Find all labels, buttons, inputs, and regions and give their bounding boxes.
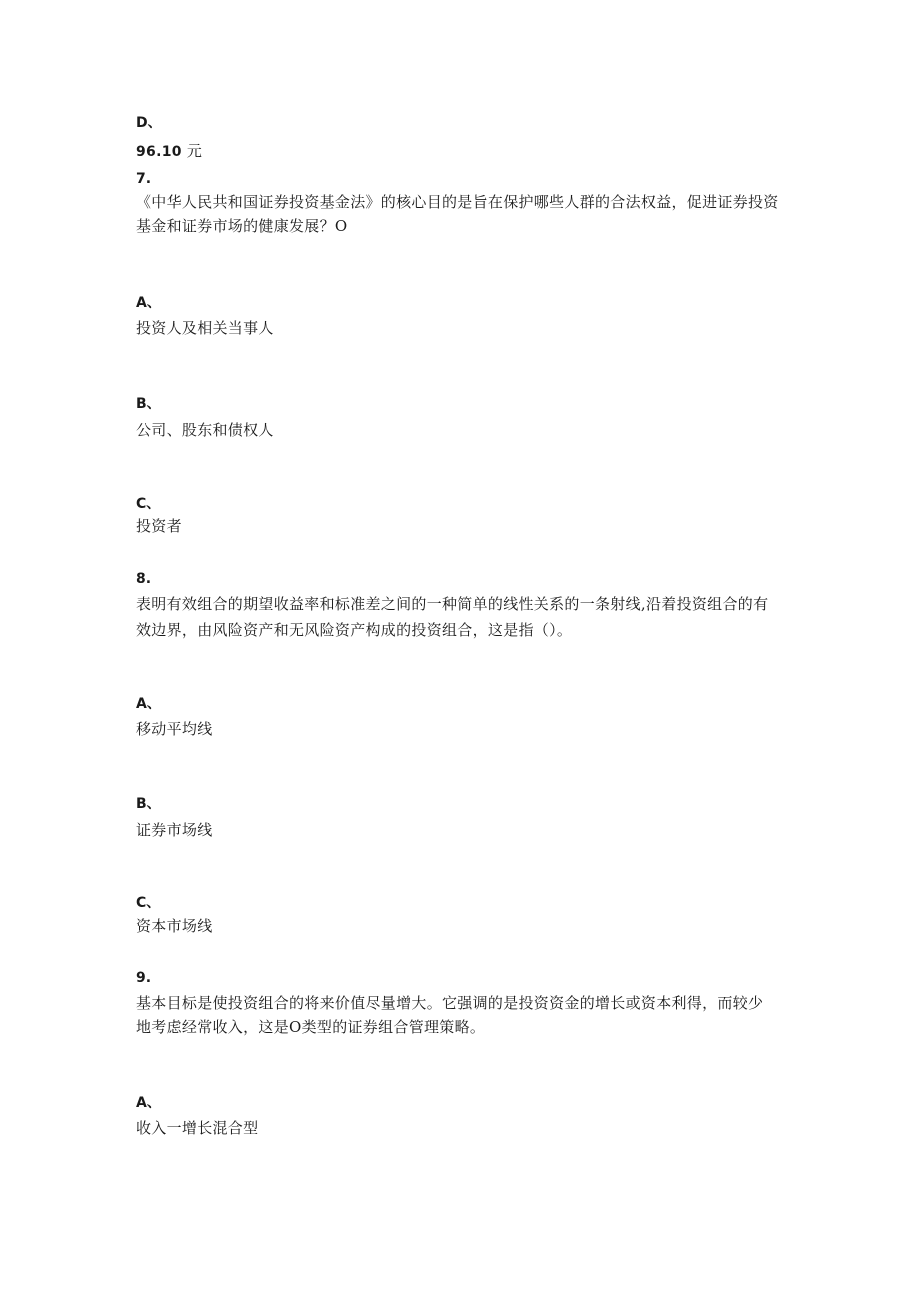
- q6-option-d-label: D、: [136, 115, 162, 131]
- q7-stem-line1: 《中华人民共和国证券投资基金法》的核心目的是旨在保护哪些人群的合法权益，促进证券投资: [136, 193, 779, 211]
- q7-option-a-label: A、: [136, 295, 161, 311]
- q7-option-b-label: B、: [136, 396, 161, 412]
- q7-option-b-text: 公司、股东和债权人: [136, 421, 274, 439]
- q8-number: 8.: [136, 571, 152, 587]
- q8-option-c-label: C、: [136, 895, 161, 911]
- q8-option-a-label: A、: [136, 696, 161, 712]
- q9-option-a-text: 收入一增长混合型: [136, 1119, 259, 1137]
- q6-option-d-value: 96.10: [136, 144, 182, 160]
- q8-stem-line1: 表明有效组合的期望收益率和标准差之间的一种简单的线性关系的一条射线,沿着投资组合的有: [136, 595, 769, 613]
- q9-number: 9.: [136, 970, 152, 986]
- q6-option-d-unit: 元: [186, 142, 203, 160]
- q7-option-c-text: 投资者: [136, 517, 182, 535]
- q7-stem-line2: 基金和证券市场的健康发展？O: [136, 217, 348, 235]
- q7-option-c-label: C、: [136, 496, 161, 512]
- q9-stem-line1: 基本目标是使投资组合的将来价值尽量增大。它强调的是投资资金的增长或资本利得，而较少: [136, 994, 764, 1012]
- q8-option-b-text: 证券市场线: [136, 821, 213, 839]
- q9-stem-line2: 地考虑经常收入，这是O类型的证券组合管理策略。: [136, 1018, 486, 1036]
- q6-option-d-text: [136, 138, 202, 166]
- q8-option-b-label: B、: [136, 796, 161, 812]
- q8-stem-line2: 效边界，由风险资产和无风险资产构成的投资组合，这是指（）。: [136, 621, 573, 639]
- q8-option-c-text: 资本市场线: [136, 917, 213, 935]
- q9-option-a-label: A、: [136, 1095, 161, 1111]
- q7-option-a-text: 投资人及相关当事人: [136, 319, 274, 337]
- q7-number: 7.: [136, 171, 152, 187]
- q8-option-a-text: 移动平均线: [136, 720, 213, 738]
